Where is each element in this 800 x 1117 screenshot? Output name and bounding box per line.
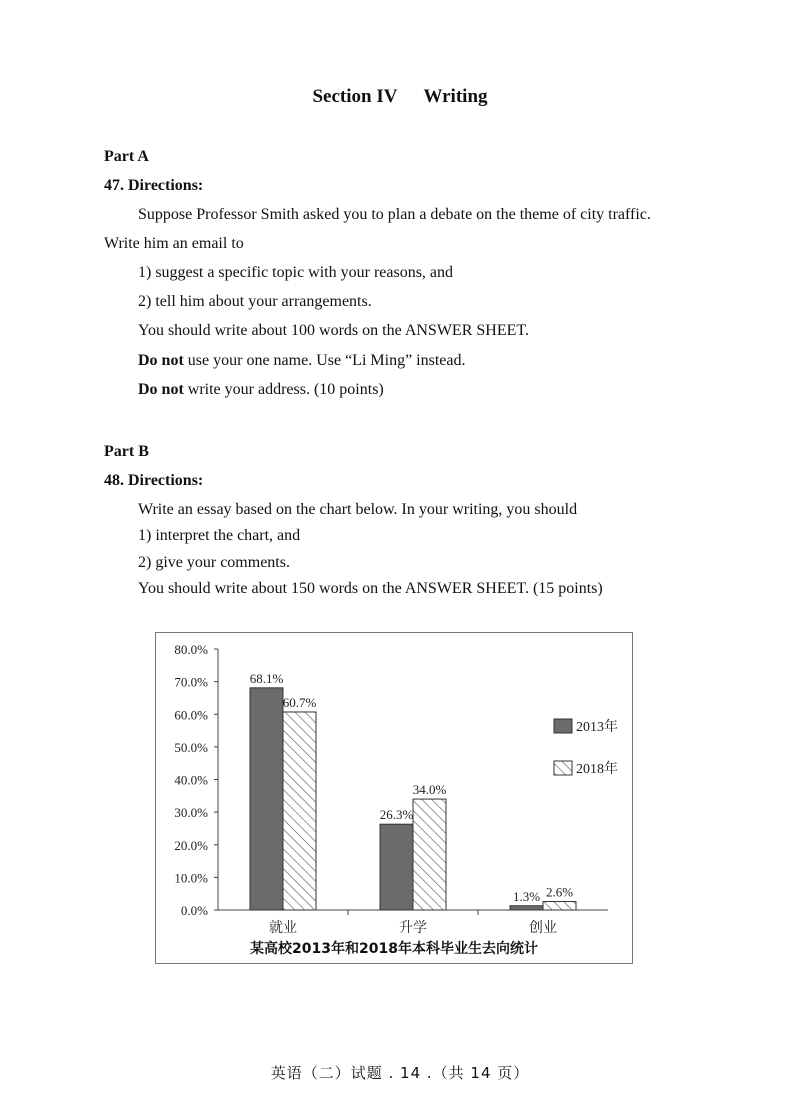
question-47-directions: 47. Directions: (104, 177, 204, 194)
bar-series-1 (250, 688, 283, 910)
part-b-line-1: Write an essay based on the chart below. In your writing, you should (138, 501, 578, 518)
part-a-note-address (138, 381, 384, 399)
page-footer: 英语（二）试题 . 14 .（共 14 页） (270, 1064, 530, 1082)
y-tick-label: 50.0% (174, 739, 208, 755)
x-tick-label: 就业 (269, 921, 297, 936)
part-a-line-2: Write him an email to (104, 235, 244, 252)
y-tick-label: 40.0% (174, 772, 208, 788)
part-b-line-4: You should write about 150 words on the ANSWER SHEET. (15 points) (138, 580, 603, 597)
part-a-line-4: 2) tell him about your arrangements. (138, 293, 372, 310)
bar-series-2 (543, 902, 576, 910)
note-text: use your one name. Use “Li Ming” instead. (183, 352, 466, 369)
bar-chart (156, 633, 632, 963)
note-bold: Do not (138, 352, 184, 369)
chart-title: 某高校2013年和2018年本科毕业生去向统计 (250, 941, 538, 957)
note-text: write your address. (10 points) (183, 381, 384, 398)
chart-frame (155, 632, 633, 964)
legend-label: 2018年 (576, 762, 618, 777)
y-tick-label: 30.0% (174, 805, 208, 821)
y-tick-label: 10.0% (174, 870, 208, 886)
legend-swatch (554, 761, 572, 775)
x-tick-label: 升学 (399, 921, 427, 936)
y-tick-label: 0.0% (180, 903, 208, 918)
data-label: 68.1% (249, 670, 284, 686)
bar-series-1 (380, 824, 413, 910)
part-a-line-5: You should write about 100 words on the ANSWER SHEET. (138, 322, 529, 339)
bar-series-1 (510, 906, 543, 910)
data-label: 1.3% (512, 888, 541, 904)
question-48-directions: 48. Directions: (104, 472, 204, 489)
data-label: 60.7% (282, 694, 317, 710)
section-number: Section IV (312, 86, 398, 107)
legend-label: 2013年 (576, 720, 618, 735)
part-a-note-name (138, 352, 465, 370)
y-tick-label: 80.0% (174, 642, 208, 657)
y-tick-label: 70.0% (174, 674, 208, 690)
note-bold: Do not (138, 381, 184, 398)
part-b-line-2: 1) interpret the chart, and (138, 527, 301, 544)
data-label: 34.0% (412, 782, 447, 798)
section-topic: Writing (423, 86, 488, 107)
part-a-line-1: Suppose Professor Smith asked you to plan a debate on the theme of city traffic. (138, 206, 651, 223)
part-a-label: Part A (104, 148, 149, 165)
section-title (0, 86, 800, 108)
y-tick-label: 20.0% (174, 837, 208, 853)
bar-series-2 (413, 799, 446, 910)
part-b-label: Part B (104, 443, 149, 460)
bar-series-2 (283, 712, 316, 910)
part-b-line-3: 2) give your comments. (138, 554, 290, 571)
x-tick-label: 创业 (529, 921, 557, 936)
data-label: 26.3% (379, 807, 414, 823)
data-label: 2.6% (545, 884, 574, 900)
part-a-line-3: 1) suggest a specific topic with your reasons, and (138, 264, 454, 281)
y-tick-label: 60.0% (174, 707, 208, 723)
legend-swatch (554, 719, 572, 733)
